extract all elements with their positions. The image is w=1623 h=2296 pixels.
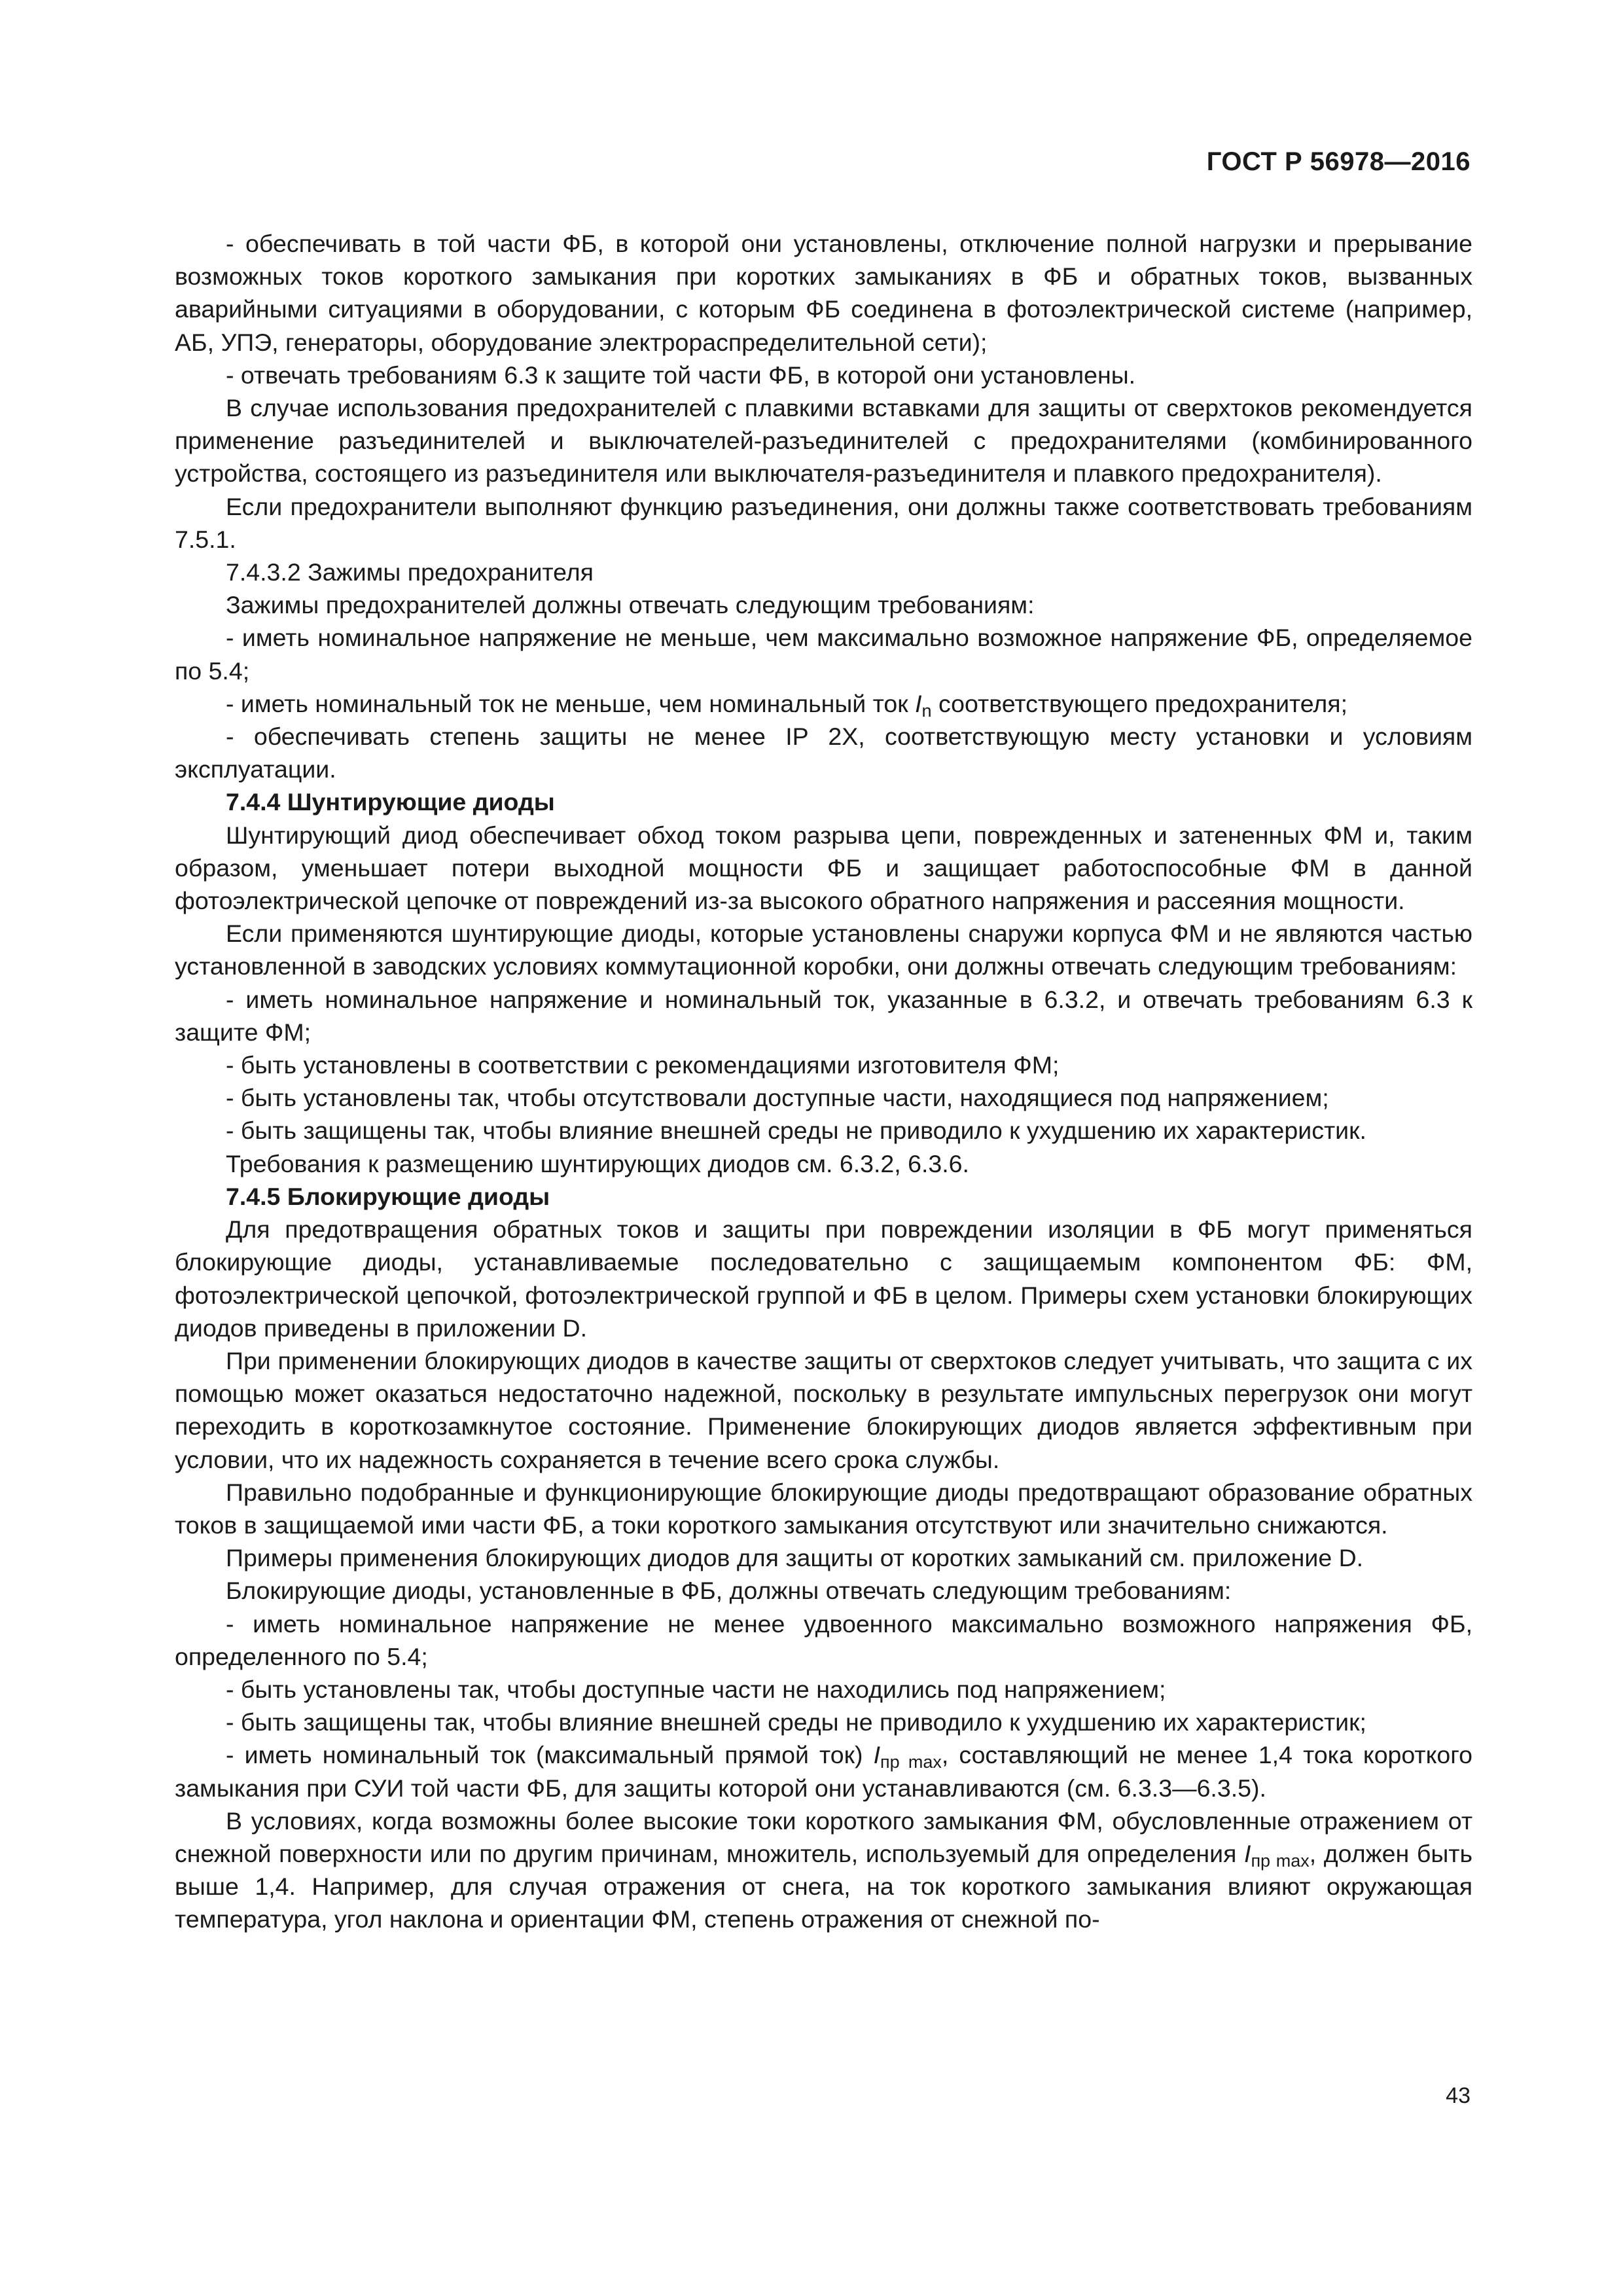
paragraph: Если предохранители выполняют функцию разъединения, они должны также соответствовать требованиям 7.5.1. — [175, 492, 1472, 553]
list-item: - быть установлены в соответствии с рекомендациями изготовителя ФМ; — [226, 1051, 1060, 1079]
current-subscript: n — [921, 700, 932, 721]
list-item: - быть защищены так, чтобы влияние внешней среды не приводило к ухудшению их характеристик. — [226, 1117, 1366, 1145]
list-item: - иметь номинальное напряжение и номинальный ток, указанные в 6.3.2, и отвечать требованиям 6.3 к защите ФМ; — [175, 985, 1472, 1046]
list-item: - иметь номинальное напряжение не менее удвоенного максимально возможного напряжения ФБ, определенного по 5.4; — [175, 1609, 1472, 1670]
paragraph: Зажимы предохранителей должны отвечать следующим требованиям: — [226, 591, 1035, 619]
paragraph: Правильно подобранные и функционирующие блокирующие диоды предотвращают образование обратных токов в защищаемой ими части ФБ, а токи короткого замыкания отсутствуют или значительно снижаются. — [175, 1478, 1472, 1539]
subsection-title: 7.4.3.2 Зажимы предохранителя — [226, 558, 594, 586]
paragraph: Блокирующие диоды, установленные в ФБ, должны отвечать следующим требованиям: — [226, 1577, 1232, 1605]
paragraph: Если применяются шунтирующие диоды, которые установлены снаружи корпуса ФМ и не являются частью установленной в заводских условиях коммутационной коробки, они должны отвечать следующим требованиям: — [175, 920, 1472, 980]
document-header: ГОСТ Р 56978—2016 — [1206, 147, 1471, 176]
document-body — [175, 227, 1472, 1936]
text-run: , составляющий не менее 1,4 тока короткого замыкания при СУИ той части ФБ, для защиты которой они устанавливаются (см. 6.3.3—6.3.5). — [175, 1741, 1472, 1802]
paragraph: При применении блокирующих диодов в качестве защиты от сверхтоков следует учитывать, что защита с их помощью может оказаться недостаточно надежной, поскольку в результате импульсных перегрузок они могут переходить в короткозамкнутое состояние. Применение блокирующих диодов является эффективным при условии, что их надежность сохраняется в течение всего срока службы. — [175, 1346, 1472, 1473]
list-item: - быть установлены так, чтобы отсутствовали доступные части, находящиеся под напряжением; — [226, 1084, 1329, 1112]
list-item: - быть защищены так, чтобы влияние внешней среды не приводило к ухудшению их характеристик; — [226, 1708, 1366, 1736]
text-run: - иметь номинальный ток не меньше, чем номинальный ток — [226, 689, 916, 717]
page-number: 43 — [1446, 2083, 1471, 2108]
list-item — [175, 1738, 1472, 1804]
paragraph: Примеры применения блокирующих диодов для защиты от коротких замыканий см. приложение D. — [226, 1544, 1364, 1572]
list-item — [175, 687, 1472, 720]
text-run: , должен быть выше 1,4. Например, для случая отражения от снега, на ток короткого замыкания влияют окружающая температура, угол наклона и ориентации ФМ, степень отражения от снежной по- — [175, 1839, 1472, 1933]
current-symbol: I — [1244, 1839, 1251, 1867]
paragraph: Требования к размещению шунтирующих диодов см. 6.3.2, 6.3.6. — [226, 1149, 969, 1177]
list-item: - иметь номинальное напряжение не меньше, чем максимально возможное напряжение ФБ, определяемое по 5.4; — [175, 624, 1472, 685]
text-run: В условиях, когда возможны более высокие токи короткого замыкания ФМ, обусловленные отражением от снежной поверхности или по другим причинам, множитель, используемый для определения — [175, 1806, 1472, 1867]
current-subscript: пр max — [1251, 1850, 1310, 1871]
text-run: - иметь номинальный ток (максимальный прямой ток) — [226, 1741, 874, 1769]
paragraph: Шунтирующий диод обеспечивает обход током разрыва цепи, поврежденных и затененных ФМ и, таким образом, уменьшает потери выходной мощности ФБ и защищает работоспособные ФМ в данной фотоэлектрической цепочке от повреждений из-за высокого обратного напряжения и рассеяния мощности. — [175, 821, 1472, 915]
paragraph: В случае использования предохранителей с плавкими вставками для защиты от сверхтоков рекомендуется применение разъединителей и выключателей-разъединителей с предохранителями (комбинированного устройства, состоящего из разъединителя или выключателя-разъединителя и плавкого предохранителя). — [175, 394, 1472, 488]
list-item: - отвечать требованиям 6.3 к защите той части ФБ, в которой они установлены. — [226, 361, 1136, 389]
section-heading: 7.4.4 Шунтирующие диоды — [226, 788, 555, 816]
list-item: - быть установлены так, чтобы доступные части не находились под напряжением; — [226, 1675, 1166, 1703]
current-symbol: I — [915, 689, 922, 717]
paragraph: Для предотвращения обратных токов и защиты при повреждении изоляции в ФБ могут применяться блокирующие диоды, устанавливаемые последовательно с защищаемым компонентом ФБ: ФМ, фотоэлектрической цепочкой, фотоэлектрической группой и ФБ в целом. Примеры схем установки блокирующих диодов приведены в приложении D. — [175, 1215, 1472, 1342]
paragraph — [175, 1804, 1472, 1936]
text-run: соответствующего предохранителя; — [931, 689, 1347, 717]
current-subscript: пр max — [880, 1752, 942, 1772]
list-item: - обеспечивать степень защиты не менее IP 2X, соответствующую месту установки и условиям эксплуатации. — [175, 723, 1472, 783]
section-heading: 7.4.5 Блокирующие диоды — [226, 1182, 550, 1210]
current-symbol: I — [873, 1741, 881, 1769]
list-item: - обеспечивать в той части ФБ, в которой они установлены, отключение полной нагрузки и прерывание возможных токов короткого замыкания при коротких замыканиях в ФБ и обратных токов, вызванных аварийными ситуациями в оборудовании, с которым ФБ соединена в фотоэлектрической системе (например, АБ, УПЭ, генераторы, оборудование электрораспределительной сети); — [175, 230, 1472, 356]
